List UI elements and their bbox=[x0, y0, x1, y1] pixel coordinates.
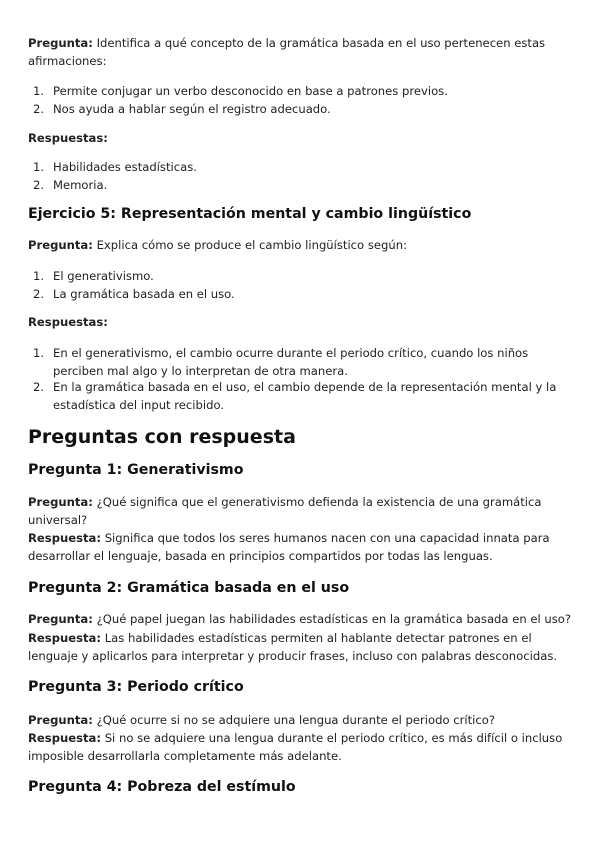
question-label: Pregunta: bbox=[28, 612, 93, 626]
list-item: Habilidades estadísticas. bbox=[53, 160, 197, 174]
list-item: Memoria. bbox=[53, 178, 108, 192]
answer-text: Si no se adquiere una lengua durante el periodo crítico, es más difícil o incluso imposible desarrollarla completamente más adelante. bbox=[28, 731, 563, 763]
answer-label: Respuesta: bbox=[28, 531, 102, 545]
qa-answer bbox=[28, 629, 573, 665]
answers-label: Respuestas: bbox=[28, 131, 108, 145]
list-number: 2. bbox=[33, 102, 45, 116]
question-label: Pregunta: bbox=[28, 713, 93, 727]
qa-answer bbox=[28, 729, 573, 765]
list-number: 2. bbox=[33, 380, 45, 394]
question-label: Pregunta: bbox=[28, 238, 93, 252]
qa-question bbox=[28, 493, 573, 529]
question-text: ¿Qué ocurre si no se adquiere una lengua durante el periodo crítico? bbox=[92, 713, 495, 727]
question-label: Pregunta: bbox=[28, 495, 93, 509]
qa-heading: Pregunta 1: Generativismo bbox=[28, 462, 244, 478]
qa-heading: Pregunta 2: Gramática basada en el uso bbox=[28, 580, 350, 596]
list-number: 1. bbox=[33, 346, 45, 360]
qa-heading: Pregunta 3: Periodo crítico bbox=[28, 679, 244, 695]
answer-label: Respuesta: bbox=[28, 631, 102, 645]
answer-text: Las habilidades estadísticas permiten al hablante detectar patrones en el lenguaje y aplicarlos para interpretar y producir frases, incluso con palabras desconocidas. bbox=[28, 631, 558, 663]
list-item: Nos ayuda a hablar según el registro adecuado. bbox=[53, 102, 331, 116]
question-label: Pregunta: bbox=[28, 36, 93, 50]
list-item: En la gramática basada en el uso, el cambio depende de la representación mental y la estadística del input recibido. bbox=[53, 380, 557, 412]
list-number: 1. bbox=[33, 84, 45, 98]
qa-heading: Pregunta 4: Pobreza del estímulo bbox=[28, 779, 296, 795]
list-number: 2. bbox=[33, 178, 45, 192]
list-item: La gramática basada en el uso. bbox=[53, 287, 235, 301]
exercise5-question bbox=[28, 236, 573, 254]
qa-question bbox=[28, 711, 573, 729]
list-item: El generativismo. bbox=[53, 269, 154, 283]
list-number: 2. bbox=[33, 287, 45, 301]
list-number: 1. bbox=[33, 160, 45, 174]
question-text: ¿Qué papel juegan las habilidades estadísticas en la gramática basada en el uso? bbox=[92, 612, 572, 626]
qa-question bbox=[28, 610, 573, 628]
question-text: ¿Qué significa que el generativismo defienda la existencia de una gramática universal? bbox=[28, 495, 542, 527]
question-text: Identifica a qué concepto de la gramática basada en el uso pertenecen estas afirmaciones: bbox=[28, 36, 546, 68]
qa-answer bbox=[28, 529, 573, 565]
answers-label: Respuestas: bbox=[28, 315, 108, 329]
answer-text: Significa que todos los seres humanos nacen con una capacidad innata para desarrollar el lenguaje, basada en principios compartidos por todas las lenguas. bbox=[28, 531, 550, 563]
block1-question bbox=[28, 34, 573, 70]
section-title: Preguntas con respuesta bbox=[28, 426, 296, 448]
question-text: Explica cómo se produce el cambio lingüístico según: bbox=[92, 238, 407, 252]
exercise5-heading: Ejercicio 5: Representación mental y cambio lingüístico bbox=[28, 206, 472, 222]
answer-label: Respuesta: bbox=[28, 731, 102, 745]
list-item: En el generativismo, el cambio ocurre durante el periodo crítico, cuando los niños perciben mal algo y lo interpretan de otra manera. bbox=[53, 346, 529, 378]
list-item: Permite conjugar un verbo desconocido en base a patrones previos. bbox=[53, 84, 448, 98]
list-number: 1. bbox=[33, 269, 45, 283]
